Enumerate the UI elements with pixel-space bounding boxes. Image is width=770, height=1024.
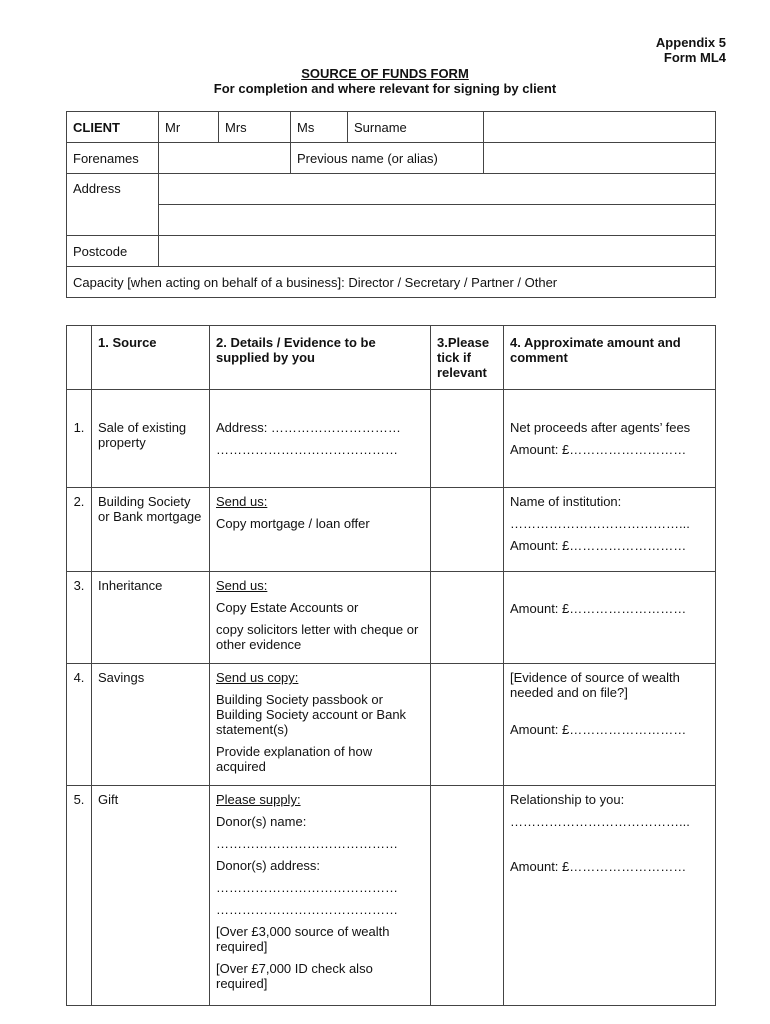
client-label: CLIENT bbox=[67, 112, 159, 143]
institution-dotted-line[interactable]: …………………………………... bbox=[510, 516, 690, 531]
header-number bbox=[67, 326, 92, 390]
tick-box[interactable] bbox=[431, 488, 504, 572]
row-number: 2. bbox=[67, 488, 92, 572]
address-dotted-line[interactable]: Address: ………………………… bbox=[216, 420, 401, 435]
title-option-ms[interactable]: Ms bbox=[291, 112, 348, 143]
table-header-row bbox=[67, 326, 716, 390]
row-source: Building Society or Bank mortgage bbox=[92, 488, 210, 572]
tick-box[interactable] bbox=[431, 390, 504, 488]
row-details bbox=[210, 664, 431, 786]
amount-field[interactable]: Amount: £……………………… bbox=[510, 442, 687, 457]
address-field-line2[interactable] bbox=[159, 205, 716, 236]
title-option-mr[interactable]: Mr bbox=[159, 112, 219, 143]
table-row bbox=[67, 786, 716, 1006]
donor-address-label: Donor(s) address: bbox=[216, 858, 321, 873]
comment-text: Name of institution: bbox=[510, 494, 622, 509]
amount-field[interactable]: Amount: £……………………… bbox=[510, 859, 687, 874]
page-title: SOURCE OF FUNDS FORM bbox=[301, 66, 469, 81]
row-comment bbox=[504, 390, 716, 488]
previous-name-label: Previous name (or alias) bbox=[291, 143, 484, 174]
row-source: Sale of existing property bbox=[92, 390, 210, 488]
address-dotted-line-2[interactable]: …………………………………… bbox=[216, 442, 398, 457]
row-number: 1. bbox=[67, 390, 92, 488]
source-of-funds-table bbox=[66, 325, 716, 1006]
row-number: 5. bbox=[67, 786, 92, 1006]
send-us-label: Send us: bbox=[216, 578, 268, 593]
address-label: Address bbox=[67, 174, 159, 236]
amount-field[interactable]: Amount: £……………………… bbox=[510, 601, 687, 616]
comment-text: Net proceeds after agents’ fees bbox=[510, 420, 691, 435]
header-tick: 3.Please tick if relevant bbox=[431, 326, 504, 390]
table-row bbox=[67, 572, 716, 664]
comment-text: Relationship to you: bbox=[510, 792, 625, 807]
row-details bbox=[210, 786, 431, 1006]
note-id-check: [Over £7,000 ID check also required] bbox=[216, 961, 373, 991]
send-us-label: Send us copy: bbox=[216, 670, 299, 685]
details-text: Building Society passbook or Building Society account or Bank statement(s) bbox=[216, 692, 407, 737]
page-subtitle: For completion and where relevant for signing by client bbox=[213, 81, 557, 96]
form-title-block bbox=[0, 66, 770, 96]
donor-address-line[interactable]: …………………………………… bbox=[216, 880, 398, 895]
surname-field[interactable] bbox=[484, 112, 716, 143]
details-text-2: copy solicitors letter with cheque or other evidence bbox=[216, 622, 419, 652]
address-field-line1[interactable] bbox=[159, 174, 716, 205]
tick-box[interactable] bbox=[431, 786, 504, 1006]
postcode-field[interactable] bbox=[159, 236, 716, 267]
form-code: Form ML4 bbox=[663, 50, 726, 65]
header-amount: 4. Approximate amount and comment bbox=[504, 326, 716, 390]
row-number: 4. bbox=[67, 664, 92, 786]
donor-name-label: Donor(s) name: bbox=[216, 814, 307, 829]
forenames-label: Forenames bbox=[67, 143, 159, 174]
row-details bbox=[210, 488, 431, 572]
surname-label: Surname bbox=[348, 112, 484, 143]
previous-name-field[interactable] bbox=[484, 143, 716, 174]
amount-field[interactable]: Amount: £……………………… bbox=[510, 538, 687, 553]
row-source: Gift bbox=[92, 786, 210, 1006]
appendix-number: Appendix 5 bbox=[655, 35, 726, 50]
forenames-field[interactable] bbox=[159, 143, 291, 174]
relationship-dotted-line[interactable]: …………………………………... bbox=[510, 814, 690, 829]
row-source: Savings bbox=[92, 664, 210, 786]
postcode-label: Postcode bbox=[67, 236, 159, 267]
note-source-of-wealth: [Over £3,000 source of wealth required] bbox=[216, 924, 390, 954]
comment-text: [Evidence of source of wealth needed and on file?] bbox=[510, 670, 680, 700]
row-comment bbox=[504, 786, 716, 1006]
row-details bbox=[210, 390, 431, 488]
appendix-label bbox=[656, 35, 726, 65]
amount-field[interactable]: Amount: £……………………… bbox=[510, 722, 687, 737]
please-supply-label: Please supply: bbox=[216, 792, 301, 807]
details-text: Copy Estate Accounts or bbox=[216, 600, 359, 615]
row-number: 3. bbox=[67, 572, 92, 664]
donor-address-line-2[interactable]: …………………………………… bbox=[216, 902, 398, 917]
row-comment bbox=[504, 488, 716, 572]
table-row bbox=[67, 664, 716, 786]
send-us-label: Send us: bbox=[216, 494, 268, 509]
capacity-row[interactable]: Capacity [when acting on behalf of a business]: Director / Secretary / Partner / Other bbox=[67, 267, 716, 298]
table-row bbox=[67, 488, 716, 572]
row-comment bbox=[504, 572, 716, 664]
row-details bbox=[210, 572, 431, 664]
details-text: Copy mortgage / loan offer bbox=[216, 516, 370, 531]
tick-box[interactable] bbox=[431, 664, 504, 786]
title-option-mrs[interactable]: Mrs bbox=[219, 112, 291, 143]
donor-name-line[interactable]: …………………………………… bbox=[216, 836, 398, 851]
header-details: 2. Details / Evidence to be supplied by you bbox=[210, 326, 431, 390]
row-comment bbox=[504, 664, 716, 786]
row-source: Inheritance bbox=[92, 572, 210, 664]
header-source: 1. Source bbox=[92, 326, 210, 390]
client-details-table bbox=[66, 111, 716, 298]
tick-box[interactable] bbox=[431, 572, 504, 664]
details-text-2: Provide explanation of how acquired bbox=[216, 744, 373, 774]
table-row bbox=[67, 390, 716, 488]
